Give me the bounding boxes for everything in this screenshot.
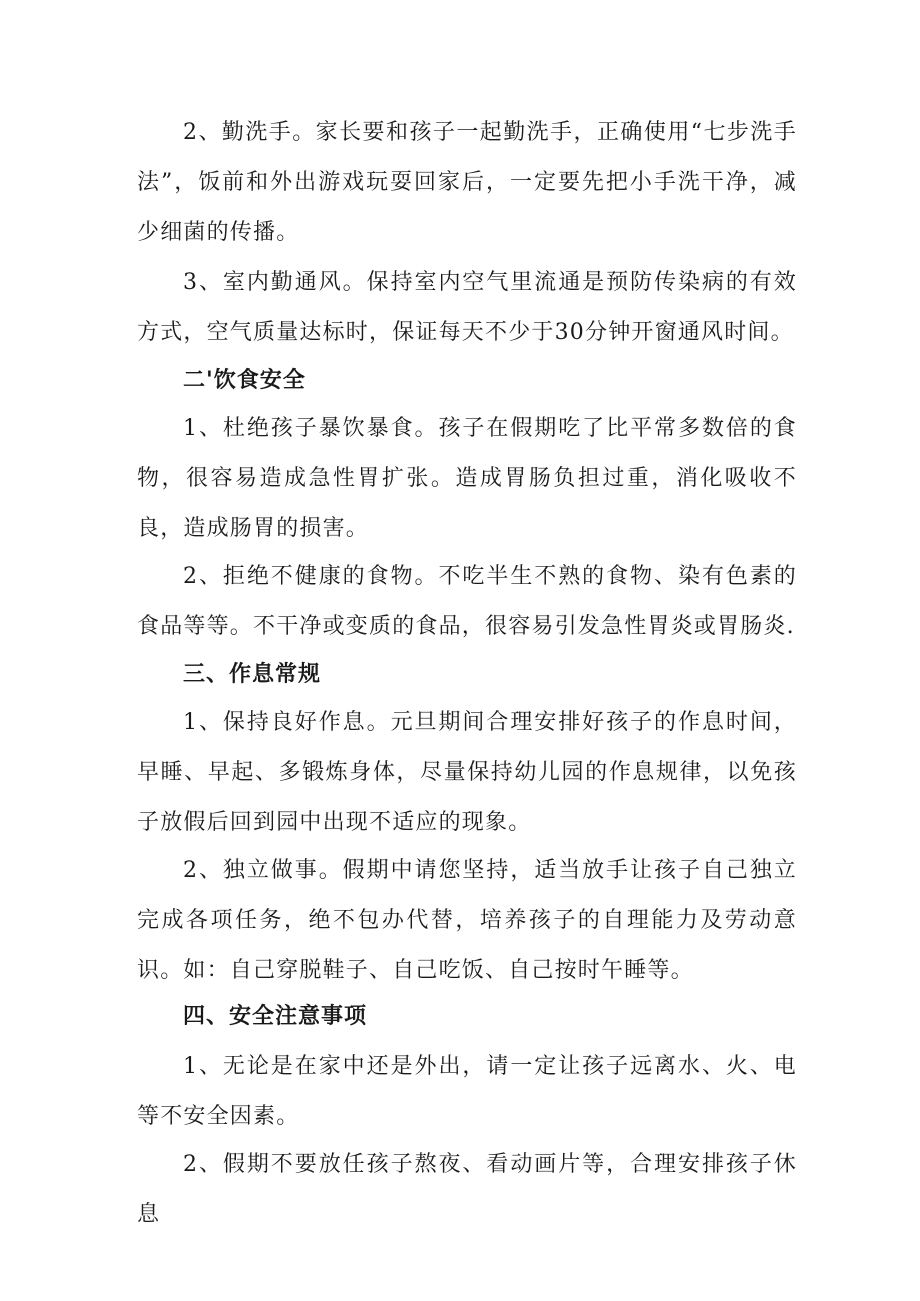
paragraph-ventilation: 3、室内勤通风。保持室内空气里流通是预防传染病的有效方式，空气质量达标时，保证每天不少于30分钟开窗通风时间。	[137, 270, 797, 345]
paragraph-good-routine: 1、保持良好作息。元旦期间合理安排好孩子的作息时间，早睡、早起、多锻炼身体，尽量保持幼儿园的作息规律，以免孩子放假后回到园中出现不适应的现象。	[137, 710, 797, 835]
paragraph-overeating: 1、杜绝孩子暴饮暴食。孩子在假期吃了比平常多数倍的食物，很容易造成急性胃扩张。造成胃肠负担过重，消化吸收不良，造成肠胃的损害。	[137, 416, 797, 541]
heading-safety-notes: 四、安全注意事项	[183, 1004, 368, 1029]
paragraph-unhealthy-food: 2、拒绝不健康的食物。不吃半生不熟的食物、染有色素的食品等等。不干净或变质的食品，很容易引发急性胃炎或胃肠炎.	[137, 564, 797, 639]
heading-food-safety: 二'饮食安全	[183, 368, 306, 393]
paragraph-rest: 2、假期不要放任孩子熬夜、看动画片等，合理安排孩子休息	[137, 1152, 797, 1227]
heading-routine: 三、作息常规	[183, 662, 322, 687]
paragraph-handwashing: 2、勤洗手。家长要和孩子一起勤洗手，正确使用“七步洗手法”，饭前和外出游戏玩耍回家后，一定要先把小手洗干净，减少细菌的传播。	[137, 120, 797, 245]
paragraph-independence: 2、独立做事。假期中请您坚持，适当放手让孩子自己独立完成各项任务，绝不包办代替，培养孩子的自理能力及劳动意识。如：自己穿脱鞋子、自己吃饭、自己按时午睡等。	[137, 858, 797, 983]
paragraph-hazards: 1、无论是在家中还是外出，请一定让孩子远离水、火、电等不安全因素。	[137, 1054, 797, 1129]
